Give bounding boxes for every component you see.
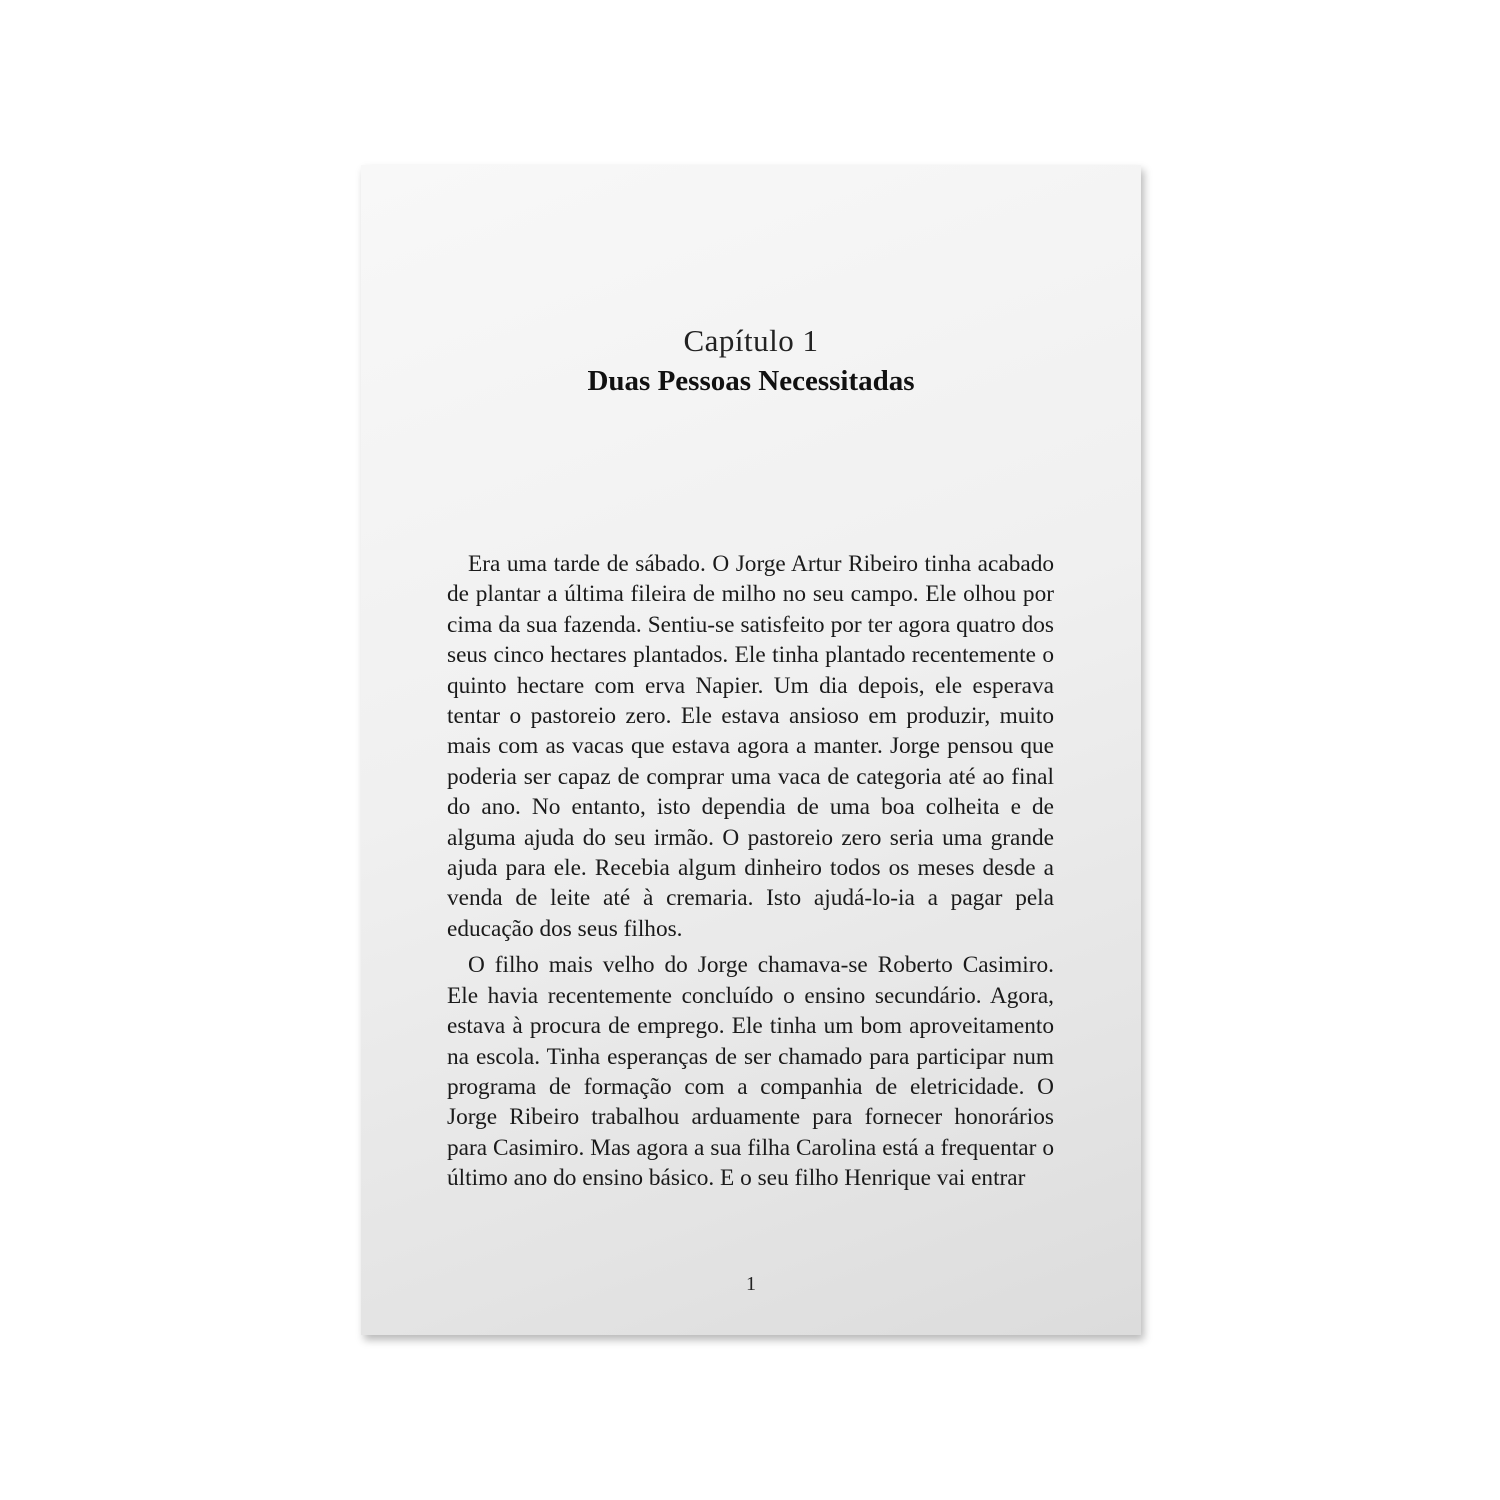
book-page — [361, 165, 1141, 1335]
page-number: 1 — [746, 1273, 756, 1295]
chapter-number: Capítulo 1 — [683, 323, 819, 358]
paragraph-1: Era uma tarde de sábado. O Jorge Artur Ribeiro tinha acabado de plantar a última fileira de milho no seu campo. Ele olhou por cima da sua fazenda. Sentiu-se satisfeito por ter agora quatro dos seus cinco hectares plantados. Ele tinha plantado recentemente o quinto hectare com erva Napier. Um dia depois, ele esperava tentar o pastoreio zero. Ele estava ansioso em produzir, muito mais com as vacas que estava agora a manter. Jorge pensou que poderia ser capaz de comprar uma vaca de categoria até ao final do ano. No entanto, isto dependia de uma boa colheita e de alguma ajuda do seu irmão. O pastoreio zero seria uma grande ajuda para ele. Recebia algum dinheiro todos os meses desde a venda de leite até à cremaria. Isto ajudá-lo-ia a pagar pela educação dos seus filhos. — [447, 551, 1054, 942]
body-text — [447, 549, 1054, 1194]
paragraph-2: O filho mais velho do Jorge chamava-se Roberto Casimiro. Ele havia recentemente concluído o ensino secundário. Agora, estava à procura de emprego. Ele tinha um bom aproveitamento na escola. Tinha esperanças de ser chamado para participar num programa de formação com a companhia de eletricidade. O Jorge Ribeiro trabalhou arduamente para fornecer honorários para Casimiro. Mas agora a sua filha Carolina está a frequentar o último ano do ensino básico. E o seu filho Henrique vai entrar — [447, 952, 1054, 1192]
chapter-title: Duas Pessoas Necessitadas — [587, 365, 915, 397]
